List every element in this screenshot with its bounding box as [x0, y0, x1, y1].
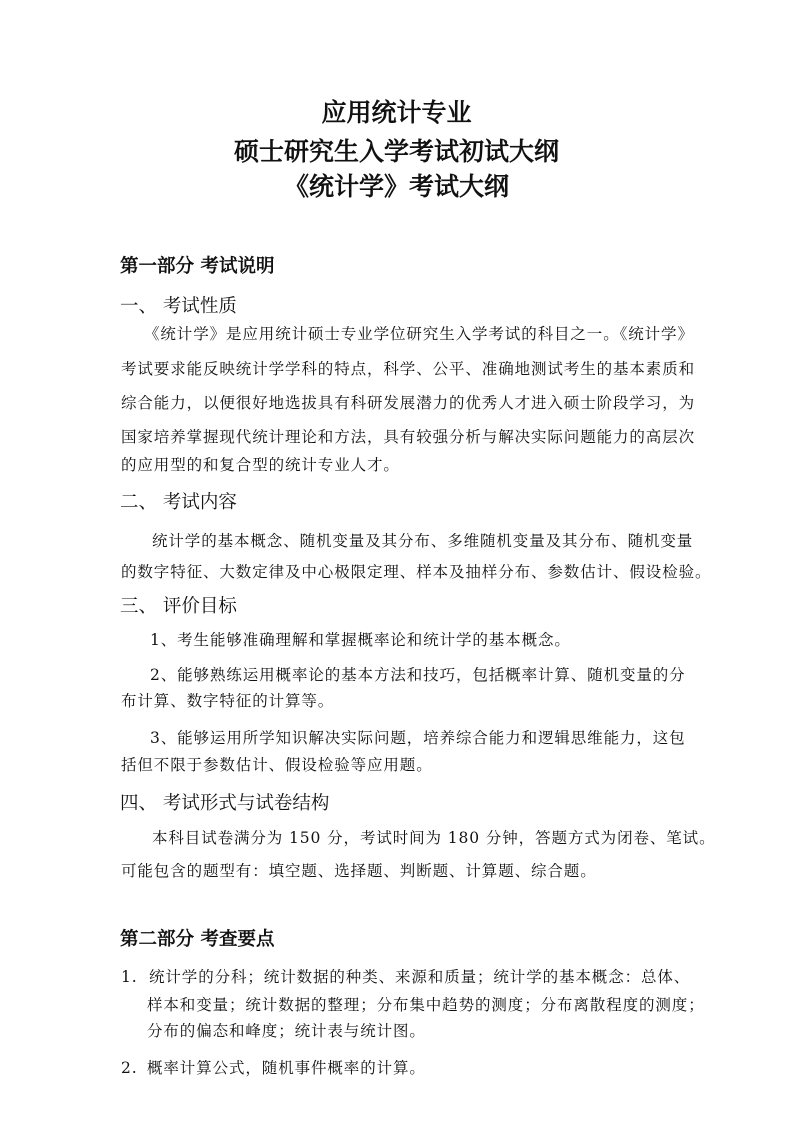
- list-item-line: 概率计算公式，随机事件概率的计算。: [147, 1059, 426, 1077]
- section-heading: 一、 考试性质: [120, 296, 237, 317]
- paragraph-line: 统计学的基本概念、随机变量及其分布、多维随机变量及其分布、随机变量: [152, 532, 694, 550]
- paragraph-line: 可能包含的题型有：填空题、选择题、判断题、计算题、综合题。: [121, 862, 597, 880]
- list-item-line: 统计学的分科；统计数据的种类、来源和质量；统计学的基本概念：总体、: [149, 968, 691, 986]
- list-number: 1.: [121, 968, 138, 986]
- part2-heading: 第二部分 考查要点: [120, 929, 275, 950]
- paragraph-line: 的应用型的和复合型的统计专业人才。: [121, 456, 400, 474]
- paragraph-line: 考试要求能反映统计学学科的特点，科学、公平、准确地测试考生的基本素质和: [121, 360, 696, 378]
- paragraph-line: 《统计学》是应用统计硕士专业学位研究生入学考试的科目之一。《统计学》: [144, 325, 694, 343]
- paragraph-line: 3、能够运用所学知识解决实际问题，培养综合能力和逻辑思维能力，这包: [150, 729, 686, 747]
- paragraph-line: 国家培养掌握现代统计理论和方法，具有较强分析与解决实际问题能力的高层次: [121, 428, 696, 446]
- list-item-line: 分布的偏态和峰度；统计表与统计图。: [147, 1022, 426, 1040]
- paragraph-line: 本科目试卷满分为 150 分，考试时间为 180 分钟，答题方式为闭卷、笔试。: [152, 829, 716, 847]
- title-line: 应用统计专业: [321, 98, 472, 127]
- title-line: 《统计学》考试大纲: [283, 172, 509, 201]
- paragraph-line: 布计算、数字特征的计算等。: [121, 692, 335, 710]
- section-heading: 二、 考试内容: [120, 492, 237, 513]
- paragraph-line: 的数字特征、大数定律及中心极限定理、样本及抽样分布、参数估计、假设检验。: [121, 563, 712, 581]
- paragraph-line: 1、考生能够准确理解和掌握概率论和统计学的基本概念。: [150, 631, 571, 649]
- section-heading: 四、 考试形式与试卷结构: [120, 793, 330, 814]
- paragraph-line: 括但不限于参数估计、假设检验等应用题。: [121, 756, 433, 774]
- paragraph-line: 综合能力，以便很好地选拔具有科研发展潜力的优秀人才进入硕士阶段学习，为: [121, 394, 696, 412]
- paragraph-line: 2、能够熟练运用概率论的基本方法和技巧，包括概率计算、随机变量的分: [150, 666, 686, 684]
- part1-heading: 第一部分 考试说明: [120, 256, 275, 277]
- title-line: 硕士研究生入学考试初试大纲: [233, 137, 559, 166]
- section-heading: 三、 评价目标: [120, 596, 237, 617]
- list-item-line: 样本和变量；统计数据的整理；分布集中趋势的测度；分布离散程度的测度；: [147, 996, 705, 1014]
- list-number: 2.: [121, 1059, 138, 1077]
